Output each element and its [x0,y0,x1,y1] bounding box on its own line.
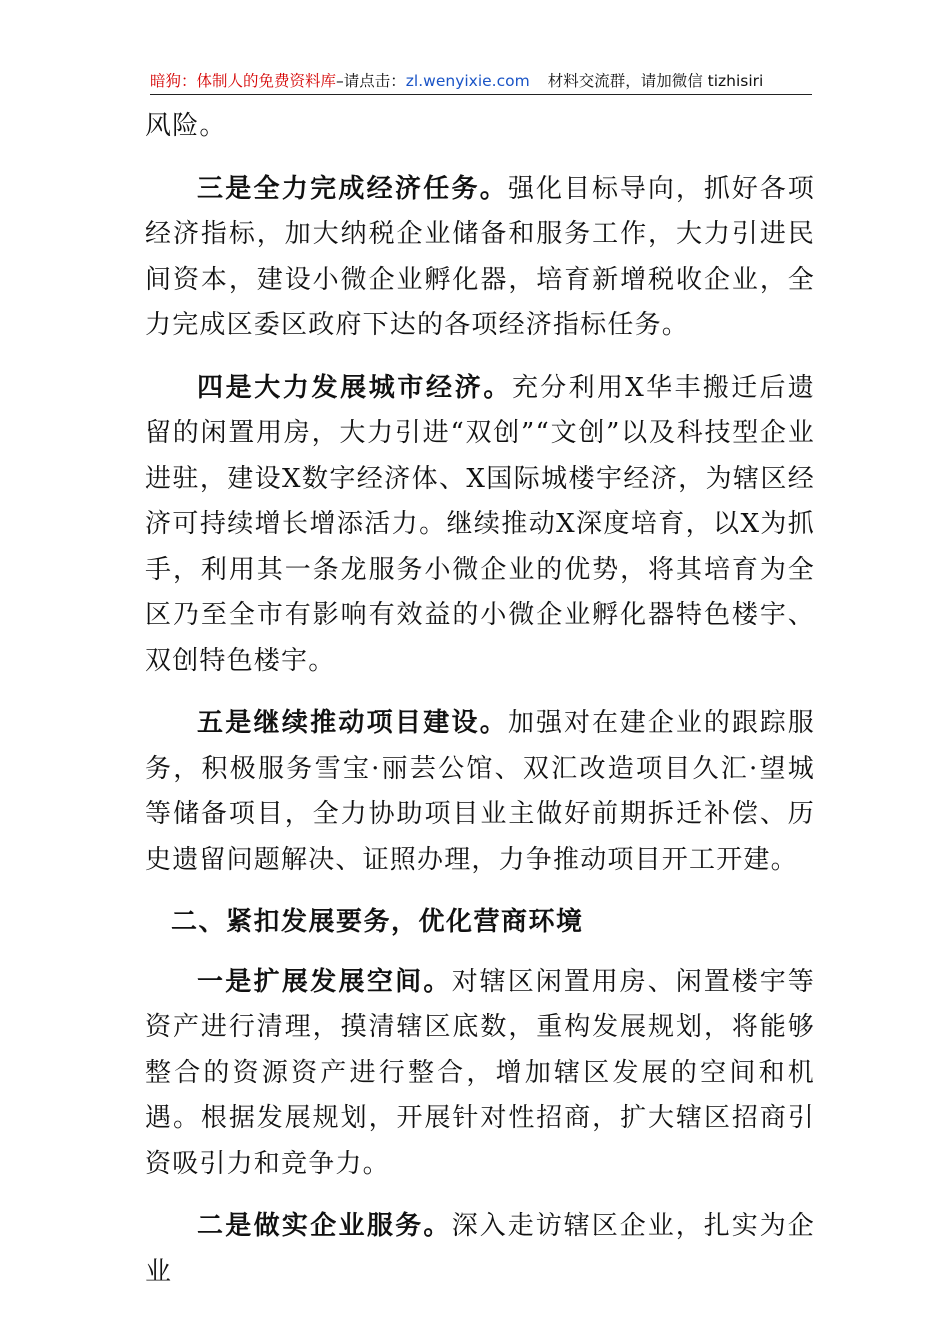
paragraph-text: 对辖区闲置用房、闲置楼宇等资产进行清理，摸清辖区底数，重构发展规划，将能够整合的资源资产进行整合，增加辖区发展的空间和机遇。根据发展规划，开展针对性招商，扩大辖区招商引资吸引力和竞争力。 [145,966,815,1179]
header-brand: 暗狗：体制人的免费资料库 [150,72,337,90]
paragraph-enterprise-service [145,1204,815,1295]
paragraph-text: 加强对在建企业的跟踪服务，积极服务雪宝·丽芸公馆、双汇改造项目久汇·望城等储备项目，全力协助项目业主做好前期拆迁补偿、历史遗留问题解决、证照办理，力争推动项目开工开建。 [145,708,815,875]
paragraph-text: 强化目标导向，抓好各项经济指标，加大纳税企业储备和服务工作，大力引进民间资本，建设小微企业孵化器，培育新增税收企业，全力完成区委区政府下达的各项经济指标任务。 [145,173,815,340]
header-click-prompt: –请点击： [336,72,406,90]
paragraph-urban-economy [145,366,815,685]
paragraph-continuation: 风险。 [145,111,227,141]
paragraph-lead: 一是扩展发展空间。 [197,966,452,997]
header-group-note: 材料交流群，请加微信 tizhisiri [547,72,764,90]
paragraph-development-space [145,960,815,1188]
paragraph-lead: 三是全力完成经济任务。 [197,173,509,204]
paragraph-economic-tasks [145,167,815,349]
paragraph-lead: 二是做实企业服务。 [197,1211,452,1241]
paragraph-project-construction [145,701,815,883]
paragraph-text: 深入走访辖区企业，扎实为企业 [145,1211,815,1287]
paragraph-lead: 五是继续推动项目建设。 [197,708,509,738]
header-divider [150,94,812,95]
header-url-link[interactable]: zl.wenyixie.com [405,72,530,90]
section-heading: 二、紧扣发展要务，优化营商环境 [171,907,584,937]
page-header [150,68,812,94]
paragraph-lead: 四是大力发展城市经济。 [197,372,512,403]
document-body [145,104,815,1295]
paragraph-text: 充分利用X华丰搬迁后遗留的闲置用房，大力引进“双创”“文创”以及科技型企业进驻，建设X数字经济体、X国际城楼宇经济，为辖区经济可持续增长增添活力。继续推动X深度培育，以X为抓手，利用其一条龙服务小微企业的优势，将其培育为全区乃至全市有影响有效益的小微企业孵化器特色楼宇、双创特色楼宇。 [145,372,815,676]
